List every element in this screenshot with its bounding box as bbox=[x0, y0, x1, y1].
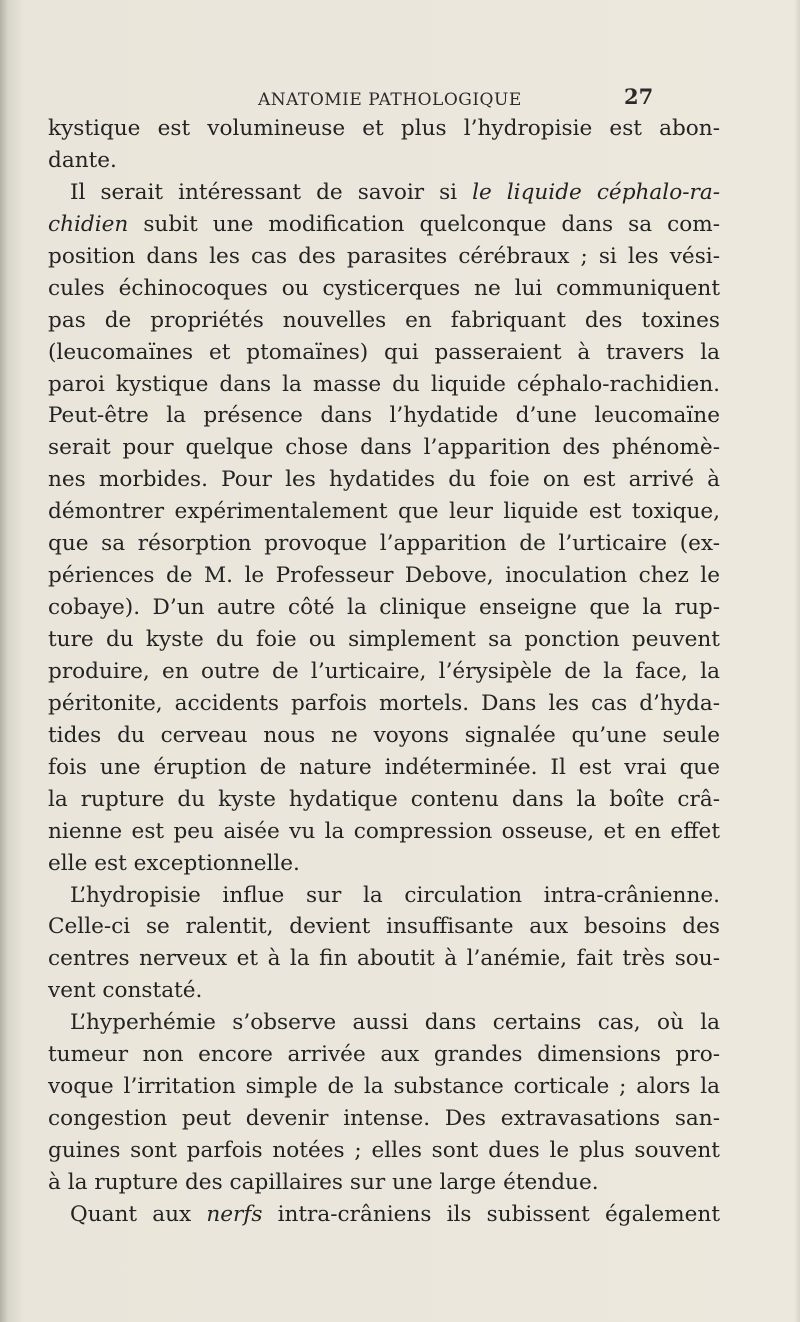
italic-term: le liquide céphalo-ra- bbox=[472, 179, 720, 205]
text-line: elle est exceptionnelle. bbox=[48, 850, 300, 876]
text-line: paroi kystique dans la masse du liquide céphalo-rachidien. bbox=[48, 371, 720, 397]
italic-term: nerfs bbox=[206, 1201, 263, 1227]
text-line: nes morbides. Pour les hydatides du foie on est arrivé à bbox=[48, 467, 720, 493]
text-line: centres nerveux et à la fin aboutit à l’anémie, fait très sou- bbox=[48, 946, 720, 972]
text-line: (leucomaïnes et ptomaïnes) qui passeraient à travers la bbox=[48, 339, 720, 365]
text-line: ture du kyste du foie ou simplement sa ponction peuvent bbox=[48, 627, 720, 652]
text-line bbox=[48, 177, 720, 209]
text-run: Il serait intéressant de savoir si bbox=[70, 179, 473, 205]
text-line: vent constaté. bbox=[48, 978, 203, 1004]
text-line: dante. bbox=[48, 147, 117, 173]
text-line: que sa résorption provoque l’apparition de l’urticaire (ex- bbox=[48, 531, 720, 557]
text-line: produire, en outre de l’urticaire, l’érysipèle de la face, la bbox=[48, 658, 720, 684]
text-line: tumeur non encore arrivée aux grandes dimensions pro- bbox=[48, 1042, 720, 1068]
text-line: la rupture du kyste hydatique contenu dans la boîte crâ- bbox=[48, 786, 720, 812]
text-line: nienne est peu aisée vu la compression osseuse, et en effet bbox=[48, 818, 720, 844]
text-line: cules échinocoques ou cysticerques ne lui communiquent bbox=[48, 275, 720, 301]
text-line: périences de M. le Professeur Debove, inoculation chez le bbox=[48, 563, 720, 589]
text-line: péritonite, accidents parfois mortels. Dans les cas d’hyda- bbox=[48, 690, 720, 716]
text-line: Celle-ci se ralentit, devient insuffisante aux besoins des bbox=[48, 914, 720, 940]
text-line: position dans les cas des parasites cérébraux ; si les vési- bbox=[48, 243, 720, 269]
text-run: intra-crâniens ils subissent également bbox=[262, 1201, 720, 1227]
page-edge bbox=[794, 0, 800, 1322]
running-header: ANATOMIE PATHOLOGIQUE bbox=[258, 90, 522, 110]
text-line: à la rupture des capillaires sur une large étendue. bbox=[48, 1169, 599, 1195]
text-line: L’hydropisie influe sur la circulation intra-crânienne. bbox=[70, 882, 720, 908]
text-line: serait pour quelque chose dans l’apparition des phénomè- bbox=[48, 435, 720, 461]
text-line: tides du cerveau nous ne voyons signalée qu’une seule bbox=[48, 722, 720, 748]
text-line: congestion peut devenir intense. Des extravasations san- bbox=[48, 1106, 720, 1132]
text-line bbox=[48, 1199, 720, 1231]
text-line bbox=[48, 209, 720, 241]
page-number: 27 bbox=[624, 84, 654, 109]
text-line: cobaye). D’un autre côté la clinique enseigne que la rup- bbox=[48, 595, 720, 621]
text-line: guines sont parfois notées ; elles sont dues le plus souvent bbox=[48, 1138, 720, 1163]
body-text bbox=[48, 113, 720, 1231]
text-line: voque l’irritation simple de la substance corticale ; alors la bbox=[48, 1074, 720, 1100]
text-run: Quant aux bbox=[70, 1201, 207, 1227]
text-line: Peut-être la présence dans l’hydatide d’une leucomaïne bbox=[48, 403, 720, 429]
text-line: démontrer expérimentalement que leur liquide est toxique, bbox=[48, 499, 720, 525]
text-line: pas de propriétés nouvelles en fabriquant des toxines bbox=[48, 307, 720, 333]
text-line: fois une éruption de nature indéterminée. Il est vrai que bbox=[48, 754, 720, 780]
text-line: kystique est volumineuse et plus l’hydropisie est abon- bbox=[48, 116, 720, 141]
italic-term: chidien bbox=[48, 211, 129, 237]
text-line: L’hyperhémie s’observe aussi dans certains cas, où la bbox=[70, 1010, 720, 1036]
text-run: subit une modification quelconque dans sa com- bbox=[128, 211, 720, 237]
